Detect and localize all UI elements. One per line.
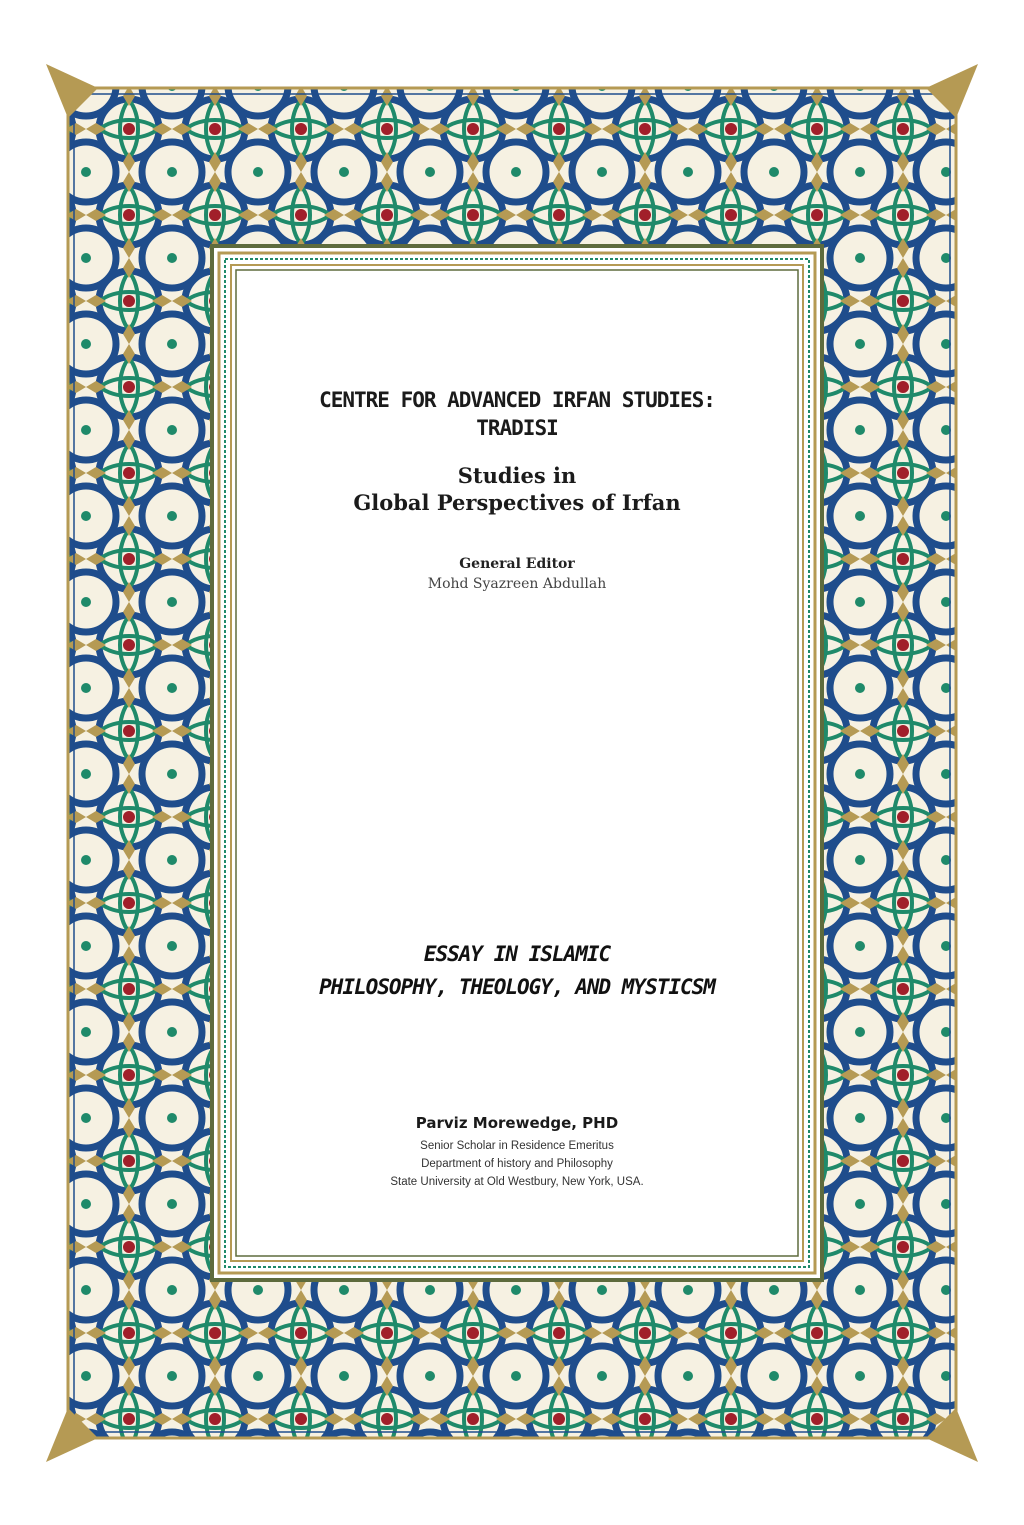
series-subtitle-line1: Studies in	[457, 463, 577, 488]
author-affiliation-line1: Senior Scholar in Residence Emeritus	[420, 1140, 614, 1152]
series-title-line1: CENTRE FOR ADVANCED IRFAN STUDIES:	[319, 388, 715, 412]
book-title-line2: PHILOSOPHY, THEOLOGY, AND MYSTICSM	[319, 975, 715, 999]
series-subtitle	[243, 462, 791, 516]
series-title	[243, 386, 791, 442]
author-affiliation-line2: Department of history and Philosophy	[421, 1158, 613, 1170]
book-title	[243, 938, 791, 1004]
series-subtitle-line2: Global Perspectives of Irfan	[353, 490, 681, 515]
editor-label: General Editor	[459, 556, 575, 572]
series-title-line2: TRADISI	[476, 416, 558, 440]
author-affiliation-line3: State University at Old Westbury, New York, USA.	[390, 1176, 644, 1188]
cover-text-panel	[243, 278, 791, 1248]
book-title-line1: ESSAY IN ISLAMIC	[423, 942, 611, 966]
editor-name: Mohd Syazreen Abdullah	[427, 576, 607, 592]
author-name: Parviz Morewedge, PHD	[415, 1114, 619, 1132]
